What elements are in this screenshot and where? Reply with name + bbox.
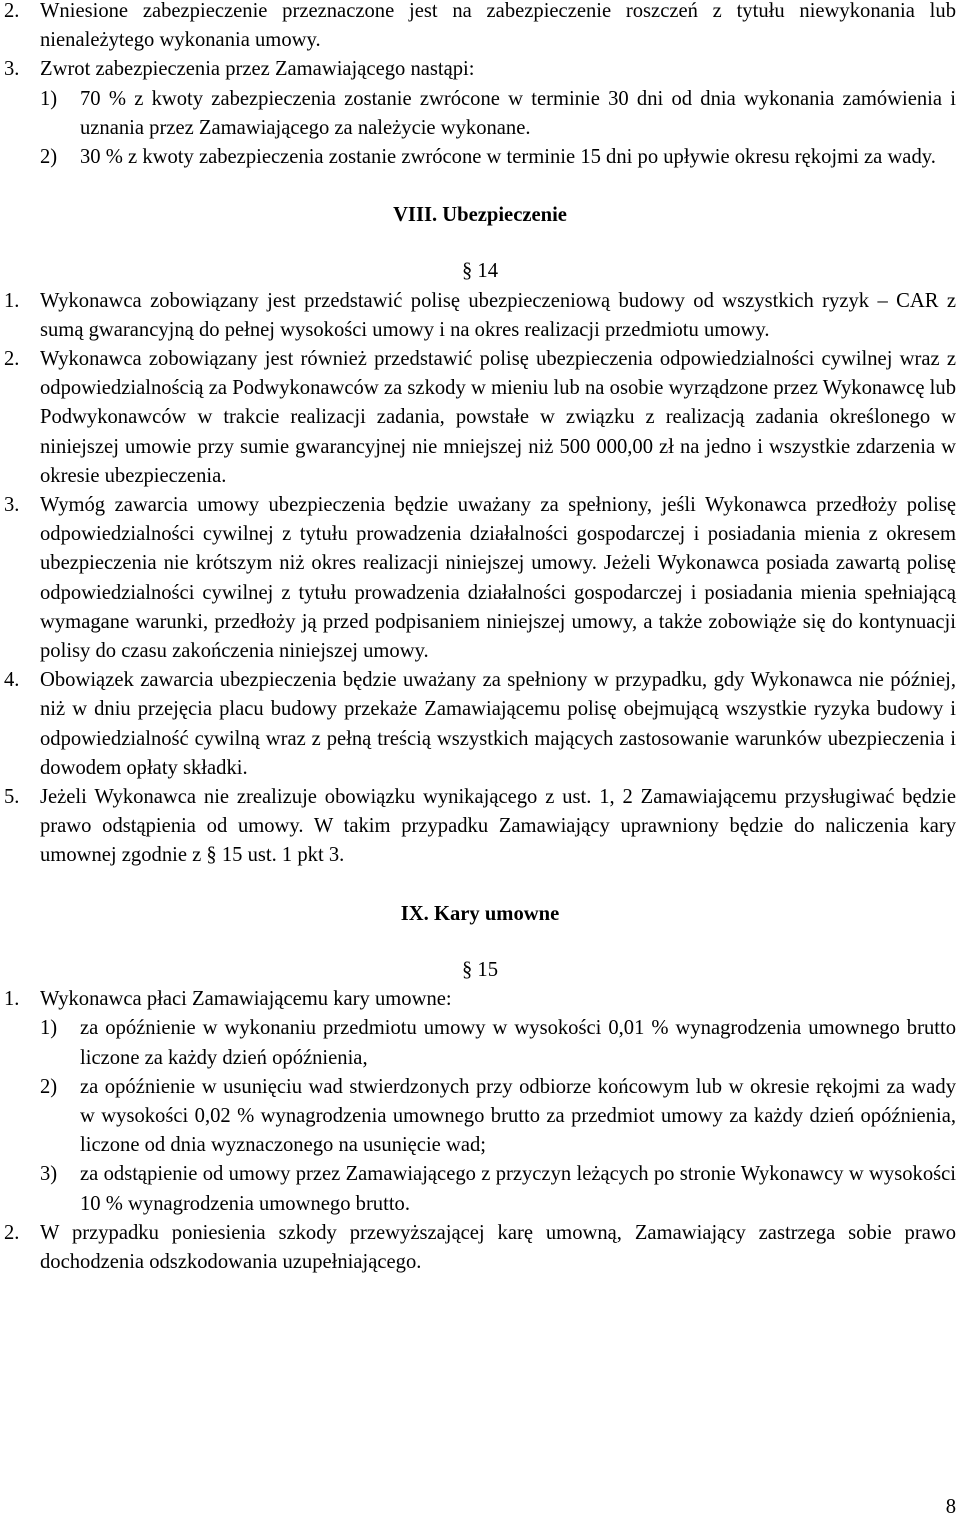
list-item bbox=[4, 287, 956, 345]
sub-item bbox=[40, 85, 956, 143]
sub-item-text: za odstąpienie od umowy przez Zamawiającego z przyczyn leżących po stronie Wykonawcy w wysokości 10 % wynagrodzenia umownego brutto. bbox=[80, 1163, 956, 1215]
paragraph-number: § 15 bbox=[461, 958, 499, 981]
item-text: Obowiązek zawarcia ubezpieczenia będzie uważany za spełniony w przypadku, gdy Wykonawca nie później, niż w dniu przejęcia placu budowy przekaże Zamawiającemu polisę obejmującą wszystkie ryzyka budowy i odpowiedzialność cywilną wraz z pełną treścią wszystkich mających zastosowanie warunków ubezpieczenia i dowodem opłaty składki. bbox=[40, 669, 956, 779]
sub-item-text: za opóźnienie w wykonaniu przedmiotu umowy w wysokości 0,01 % wynagrodzenia umownego brutto liczone za każdy dzień opóźnienia, bbox=[80, 1017, 956, 1069]
list-item bbox=[4, 783, 956, 871]
section-heading: VIII. Ubezpieczenie bbox=[393, 204, 567, 227]
item-number: 3. bbox=[4, 494, 20, 517]
item-text: Wykonawca zobowiązany jest przedstawić polisę ubezpieczeniową budowy od wszystkich ryzyk – CAR z sumą gwarancyjną do pełnej wysokości umowy i na okres realizacji przedmiotu umowy. bbox=[40, 289, 956, 341]
sub-list bbox=[4, 85, 956, 173]
sub-item bbox=[40, 1160, 956, 1218]
list-item bbox=[4, 345, 956, 491]
list-item bbox=[4, 0, 956, 55]
page-number: 8 bbox=[945, 1496, 956, 1518]
sub-item-number: 1) bbox=[40, 1017, 58, 1040]
sub-item-number: 2) bbox=[40, 1075, 58, 1098]
item-number: 3. bbox=[4, 58, 20, 81]
list-item bbox=[4, 55, 956, 84]
list-item bbox=[4, 1219, 956, 1277]
sub-item bbox=[40, 1014, 956, 1072]
item-text: W przypadku poniesienia szkody przewyższającej karę umowną, Zamawiający zastrzega sobie prawo dochodzenia odszkodowania uzupełniającego. bbox=[40, 1221, 956, 1273]
sub-list bbox=[4, 1014, 956, 1218]
item-text: Wymóg zawarcia umowy ubezpieczenia będzie uważany za spełniony, jeśli Wykonawca przedłoży polisę odpowiedzialności cywilnej z tytułu prowadzenia działalności gospodarczej i posiadania mienia z okresem ubezpieczenia nie krótszym niż okres realizacji niniejszej umowy. Jeżeli Wykonawca posiada zawartą polisę odpowiedzialności cywilnej z tytułu prowadzenia działalności gospodarczej i posiadania mienia spełniającą wymagane warunki, przedłoży ją przed podpisaniem niniejszej umowy, a także zobowiąże się do kontynuacji polisy do czasu zakończenia niniejszej umowy. bbox=[40, 494, 956, 663]
sub-item-number: 2) bbox=[40, 146, 58, 169]
sub-item-text: 30 % z kwoty zabezpieczenia zostanie zwrócone w terminie 15 dni po upływie okresu rękojmi za wady. bbox=[80, 146, 936, 169]
document-page bbox=[4, 0, 956, 1277]
sub-item-text: 70 % z kwoty zabezpieczenia zostanie zwrócone w terminie 30 dni od dnia wykonania zamówienia i uznania przez Zamawiającego za należycie wykonane. bbox=[80, 87, 956, 139]
item-number: 4. bbox=[4, 669, 20, 692]
sub-item bbox=[40, 1073, 956, 1161]
item-number: 1. bbox=[4, 289, 20, 312]
list-item bbox=[4, 985, 956, 1014]
list-item bbox=[4, 491, 956, 666]
item-text: Wykonawca zobowiązany jest również przedstawić polisę ubezpieczenia odpowiedzialności cywilnej wraz z odpowiedzialnością za Podwykonawców za szkody w mieniu lub na osobie wyrządzone przez Wykonawcę lub Podwykonawców w trakcie realizacji zadania, powstałe w związku z realizacją zadania określonego w niniejszej umowie przy sumie gwarancyjnej nie mniejszej niż 500 000,00 zł na jedno i wszystkie zdarzenia w okresie ubezpieczenia. bbox=[40, 348, 956, 487]
item-text: Zwrot zabezpieczenia przez Zamawiającego nastąpi: bbox=[40, 58, 475, 81]
list-item bbox=[4, 666, 956, 783]
sub-item bbox=[40, 143, 956, 172]
item-text: Wykonawca płaci Zamawiającemu kary umowne: bbox=[40, 988, 452, 1011]
sub-item-text: za opóźnienie w usunięciu wad stwierdzonych przy odbiorze końcowym lub w okresie rękojmi za wady w wysokości 0,02 % wynagrodzenia umownego brutto za przedmiot umowy za każdy dzień opóźnienia, liczone od dnia wyznaczonego na usunięcie wad; bbox=[80, 1075, 956, 1157]
paragraph-number: § 14 bbox=[461, 260, 499, 283]
sub-item-number: 1) bbox=[40, 87, 58, 110]
item-number: 2. bbox=[4, 1221, 20, 1244]
item-number: 5. bbox=[4, 786, 20, 809]
item-number: 2. bbox=[4, 0, 20, 22]
sub-item-number: 3) bbox=[40, 1163, 58, 1186]
item-number: 2. bbox=[4, 348, 20, 371]
item-text: Wniesione zabezpieczenie przeznaczone jest na zabezpieczenie roszczeń z tytułu niewykonania lub nienależytego wykonania umowy. bbox=[40, 0, 956, 52]
item-number: 1. bbox=[4, 988, 20, 1011]
section-heading: IX. Kary umowne bbox=[400, 902, 560, 925]
item-text: Jeżeli Wykonawca nie zrealizuje obowiązku wynikającego z ust. 1, 2 Zamawiającemu przysługiwać będzie prawo odstąpienia od umowy. W takim przypadku Zamawiający uprawniony będzie do naliczenia kary umownej zgodnie z § 15 ust. 1 pkt 3. bbox=[40, 786, 956, 867]
